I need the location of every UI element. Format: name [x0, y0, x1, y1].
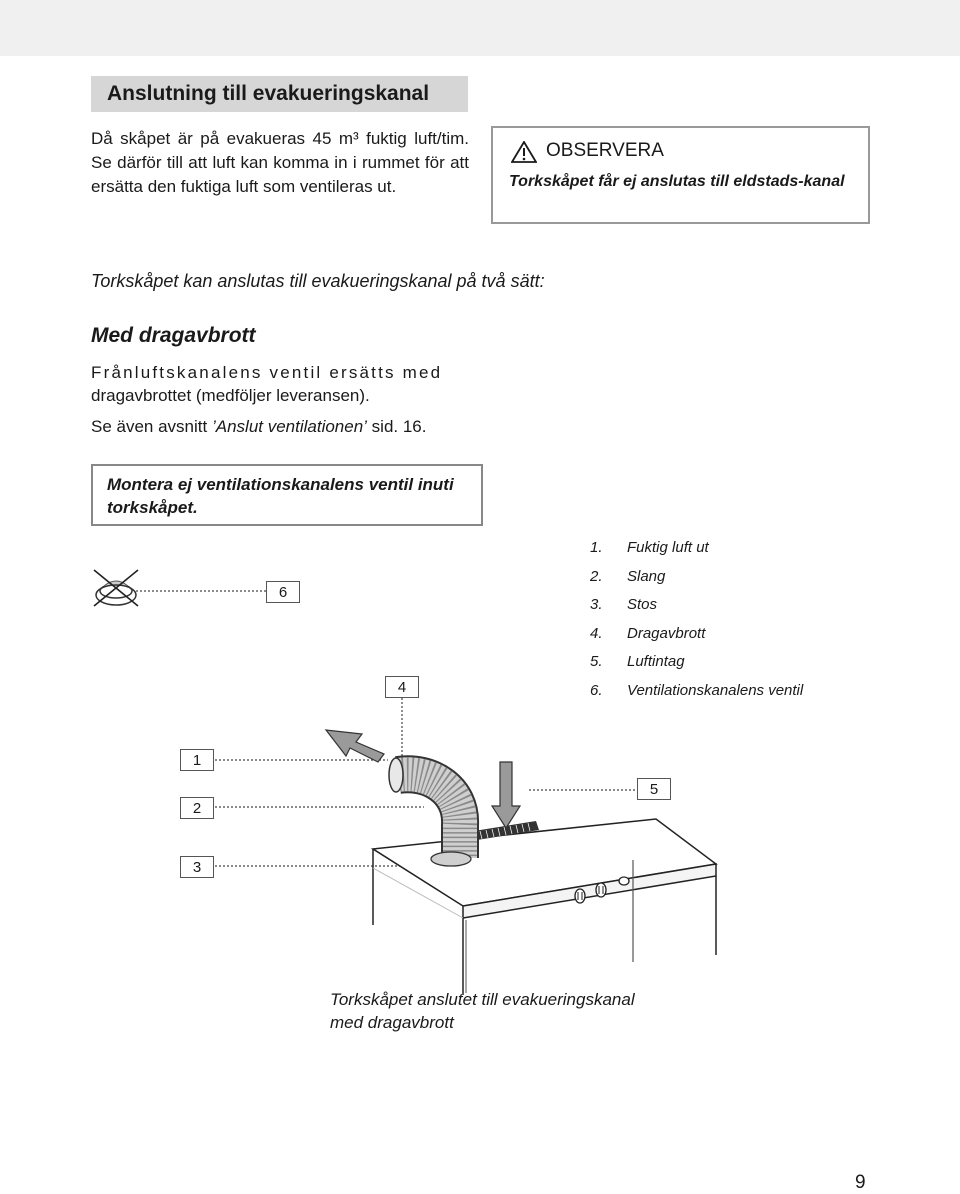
- tag-1: 1: [180, 749, 214, 771]
- page-number: 9: [855, 1172, 866, 1193]
- observera-text: Torkskåpet får ej anslutas till eldstads-kanal: [509, 173, 845, 190]
- observera-title: OBSERVERA: [546, 140, 664, 161]
- paragraph-line-1: Frånluftskanalens ventil ersätts med: [91, 363, 443, 382]
- legend-item: 6. Ventilationskanalens ventil: [590, 681, 804, 699]
- tag-6: 6: [266, 581, 300, 603]
- legend-item: 5. Luftintag: [590, 653, 685, 670]
- section-heading: Anslutning till evakueringskanal: [91, 76, 468, 112]
- intro-paragraph: Då skåpet är på evakueras 45 m³ fuktig luft/tim. Se därför till att luft kan komma in i rummet för att ersätta den fuktiga luft som ventileras ut.: [91, 129, 469, 196]
- caption-line-2: med dragavbrott: [330, 1013, 454, 1032]
- caption-line-1: Torkskåpet anslutet till evakueringskanal: [330, 990, 635, 1009]
- figure-caption: [330, 988, 635, 1034]
- tag-3: 3: [180, 856, 214, 878]
- tag-2: 2: [180, 797, 214, 819]
- tag-5: 5: [637, 778, 671, 800]
- reference-prefix: Se även avsnitt: [91, 417, 212, 436]
- reference-link-text: ’Anslut ventilationen’: [211, 417, 367, 436]
- air-intake-arrow: [492, 762, 520, 828]
- legend-item: 4. Dragavbrott: [590, 624, 706, 642]
- drying-cabinet: [373, 819, 716, 995]
- reference-suffix: sid. 16.: [366, 417, 427, 436]
- crossed-valve-icon: [94, 570, 138, 606]
- legend-item: 3. Stos: [590, 596, 658, 613]
- tag-4: 4: [385, 676, 419, 698]
- subsection-title: Med dragavbrott: [91, 324, 256, 347]
- legend-item: 1. Fuktig luft ut: [590, 539, 709, 556]
- warning-box-text: Montera ej ventilationskanalens ventil inuti torkskåpet.: [107, 475, 454, 517]
- paragraph-line-2: dragavbrottet (medföljer leveransen).: [91, 386, 370, 405]
- air-out-arrow: [326, 730, 384, 762]
- legend-item: 2. Slang: [590, 567, 666, 585]
- lead-text: Torkskåpet kan anslutas till evakueringskanal på två sätt:: [91, 271, 545, 291]
